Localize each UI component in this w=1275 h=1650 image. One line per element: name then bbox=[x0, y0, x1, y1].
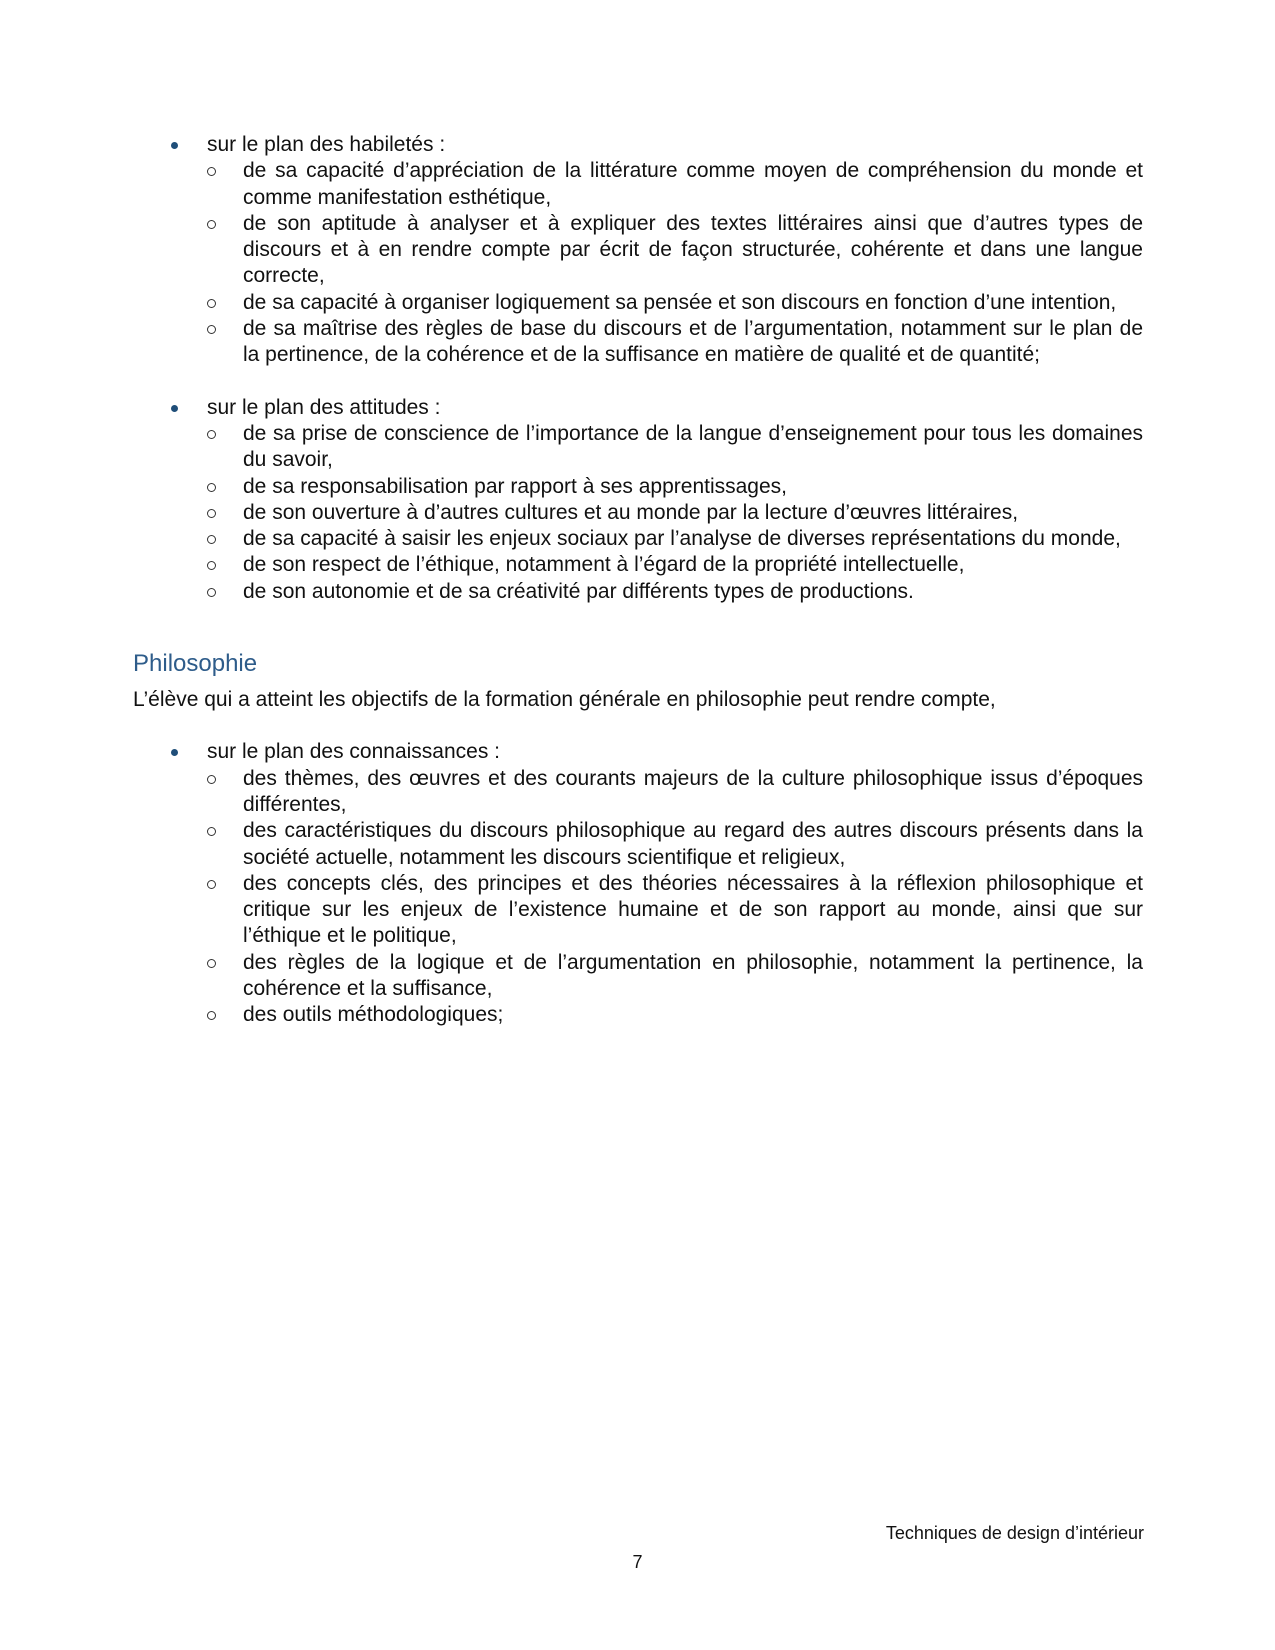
circle-bullet-icon bbox=[207, 325, 216, 334]
circle-bullet-icon bbox=[207, 880, 216, 889]
habiletes-item: de sa capacité d’appréciation de la littérature comme moyen de compréhension du monde et comme manifestation esthétique, bbox=[243, 159, 1143, 209]
list-item bbox=[207, 211, 1143, 290]
circle-bullet-icon bbox=[207, 827, 216, 836]
list-item bbox=[207, 1002, 1143, 1028]
list-item bbox=[207, 474, 1143, 500]
attitudes-sublist bbox=[207, 421, 1143, 605]
habiletes-item: de son aptitude à analyser et à expliquer des textes littéraires ainsi que d’autres types de discours et à en rendre compte par écrit de façon structurée, cohérente et dans une langue correcte, bbox=[243, 211, 1143, 288]
list-item bbox=[133, 739, 1143, 1028]
bullet-icon bbox=[171, 405, 178, 412]
list-item bbox=[207, 818, 1143, 871]
habiletes-item: de sa capacité à organiser logiquement sa pensée et son discours en fonction d’une intention, bbox=[243, 290, 1117, 314]
list-item bbox=[207, 579, 1143, 605]
list-item bbox=[207, 290, 1143, 316]
attitudes-item: de son autonomie et de sa créativité par différents types de productions. bbox=[243, 579, 914, 603]
circle-bullet-icon bbox=[207, 509, 216, 518]
page-content bbox=[133, 132, 1143, 1029]
attitudes-list bbox=[133, 395, 1143, 605]
circle-bullet-icon bbox=[207, 535, 216, 544]
connaissances-label: sur le plan des connaissances : bbox=[207, 740, 501, 764]
attitudes-item: de sa prise de conscience de l’importance de la langue d’enseignement pour tous les domaines du savoir, bbox=[243, 421, 1143, 472]
section-heading-philosophie: Philosophie bbox=[133, 650, 258, 678]
list-item bbox=[207, 766, 1143, 819]
connaissances-item: des règles de la logique et de l’argumentation en philosophie, notamment la pertinence, la cohérence et la suffisance, bbox=[243, 950, 1143, 1001]
list-item bbox=[133, 132, 1143, 369]
list-item bbox=[207, 552, 1143, 578]
connaissances-list bbox=[133, 739, 1143, 1028]
circle-bullet-icon bbox=[207, 430, 216, 439]
attitudes-item: de sa responsabilisation par rapport à ses apprentissages, bbox=[243, 474, 787, 498]
habiletes-sublist bbox=[207, 158, 1143, 368]
circle-bullet-icon bbox=[207, 167, 216, 176]
list-item bbox=[133, 395, 1143, 605]
habiletes-item: de sa maîtrise des règles de base du discours et de l’argumentation, notamment sur le plan de la pertinence, de la cohérence et de la suffisance en matière de qualité et de quantité; bbox=[243, 317, 1143, 367]
page-number: 7 bbox=[632, 1552, 643, 1572]
circle-bullet-icon bbox=[207, 1011, 216, 1020]
circle-bullet-icon bbox=[207, 561, 216, 570]
circle-bullet-icon bbox=[207, 588, 216, 597]
habiletes-list bbox=[133, 132, 1143, 369]
spacer bbox=[133, 713, 1143, 739]
bullet-icon bbox=[171, 749, 178, 756]
connaissances-item: des caractéristiques du discours philosophique au regard des autres discours présents dans la société actuelle, notamment les discours scientifique et religieux, bbox=[243, 819, 1143, 869]
connaissances-item: des concepts clés, des principes et des théories nécessaires à la réflexion philosophique et critique sur les enjeux de l’existence humaine et de son rapport au monde, ainsi que sur l’éthique et le politique, bbox=[243, 871, 1143, 948]
circle-bullet-icon bbox=[207, 299, 216, 308]
footer-title: Techniques de design d’intérieur bbox=[885, 1523, 1144, 1543]
list-item bbox=[207, 421, 1143, 474]
list-item bbox=[207, 871, 1143, 950]
connaissances-item: des outils méthodologiques; bbox=[243, 1003, 504, 1027]
connaissances-item: des thèmes, des œuvres et des courants majeurs de la culture philosophique issus d’époques différentes, bbox=[243, 766, 1143, 816]
bullet-icon bbox=[171, 142, 178, 149]
list-item bbox=[207, 500, 1143, 526]
list-item bbox=[207, 526, 1143, 552]
circle-bullet-icon bbox=[207, 959, 216, 968]
spacer bbox=[133, 369, 1143, 395]
circle-bullet-icon bbox=[207, 483, 216, 492]
attitudes-item: de son ouverture à d’autres cultures et au monde par la lecture d’œuvres littéraires, bbox=[243, 500, 1019, 524]
circle-bullet-icon bbox=[207, 220, 216, 229]
attitudes-label: sur le plan des attitudes : bbox=[207, 395, 441, 419]
list-item bbox=[207, 158, 1143, 211]
habiletes-label: sur le plan des habiletés : bbox=[207, 133, 446, 156]
attitudes-item: de sa capacité à saisir les enjeux sociaux par l’analyse de diverses représentations du monde, bbox=[243, 527, 1121, 551]
attitudes-item: de son respect de l’éthique, notamment à l’égard de la propriété intellectuelle, bbox=[243, 553, 965, 577]
list-item bbox=[207, 316, 1143, 369]
connaissances-sublist bbox=[207, 766, 1143, 1029]
circle-bullet-icon bbox=[207, 775, 216, 784]
philosophie-intro: L’élève qui a atteint les objectifs de la formation générale en philosophie peut rendre compte, bbox=[133, 688, 996, 712]
list-item bbox=[207, 950, 1143, 1003]
